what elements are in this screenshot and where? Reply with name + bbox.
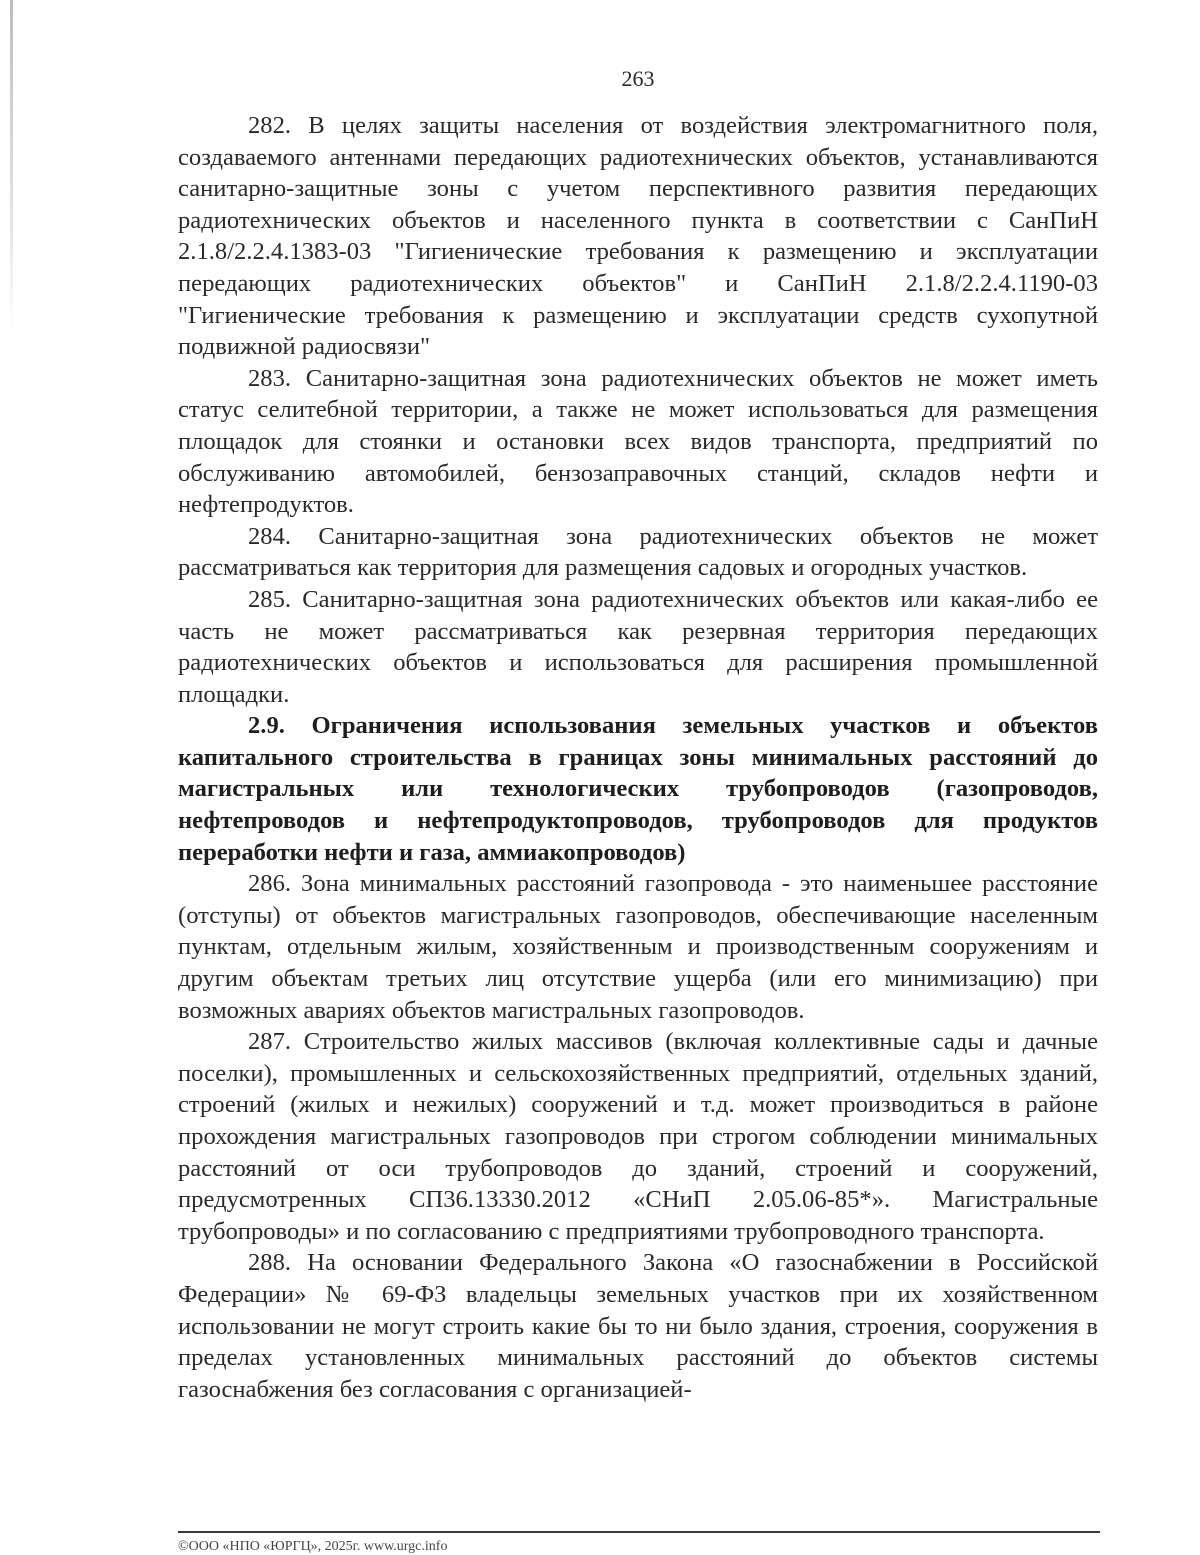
paragraph-number: 283. bbox=[248, 364, 292, 392]
paragraph-287 bbox=[178, 1026, 1098, 1247]
paragraph-number: 285. bbox=[248, 585, 292, 613]
scan-edge-shadow bbox=[10, 0, 13, 330]
section-heading: 2.9. Ограничения использования земельных участков и объектов капитального строительства в границах зоны минимальных расстояний до магистральных или технологических трубопроводов (газопроводов, нефтепроводов и нефтепродуктопроводов, трубопроводов для продуктов переработки нефти и газа, аммиакопроводов) bbox=[178, 712, 1098, 866]
paragraph-text: Санитарно-защитная зона радиотехнических объектов или какая-либо ее часть не может рассматриваться как резервная территория передающих радиотехнических объектов и использоваться для расширения промышленной площадки. bbox=[178, 585, 1098, 708]
footer-rule bbox=[178, 1531, 1100, 1533]
page-body bbox=[178, 110, 1098, 1405]
paragraph-number: 288. bbox=[248, 1249, 292, 1277]
paragraph-text: В целях защиты населения от воздействия электромагнитного поля, создаваемого антеннами передающих радиотехнических объектов, устанавливаются санитарно-защитные зоны с учетом перспективного развития передающих радиотехнических объектов и населенного пункта в соответствии с СанПиН 2.1.8/2.2.4.1383-03 "Гигиенические требования к размещению и эксплуатации передающих радиотехнических объектов" и СанПиН 2.1.8/2.2.4.1190-03 "Гигиенические требования к размещению и эксплуатации средств сухопутной подвижной радиосвязи" bbox=[178, 112, 1098, 361]
paragraph-285 bbox=[178, 584, 1098, 710]
paragraph-number: 287. bbox=[248, 1028, 292, 1056]
paragraph-number: 282. bbox=[248, 112, 292, 139]
footer-copyright: ©ООО «НПО «ЮРГЦ», 2025г. www.urgc.info bbox=[178, 1539, 448, 1554]
paragraph-number: 284. bbox=[248, 522, 292, 550]
paragraph-283 bbox=[178, 363, 1098, 521]
paragraph-288 bbox=[178, 1247, 1098, 1405]
paragraph-282 bbox=[178, 110, 1098, 363]
paragraph-284 bbox=[178, 521, 1098, 584]
paragraph-text: Зона минимальных расстояний газопровода - это наименьшее расстояние (отступы) от объектов магистральных газопроводов, обеспечивающие населенным пунктам, отдельным жилым, хозяйственным и производственным сооружениям и другим объектам третьих лиц отсутствие ущерба (или его минимизацию) при возможных авариях объектов магистральных газопроводов. bbox=[178, 870, 1098, 1024]
paragraph-text: Санитарно-защитная зона радиотехнических объектов не может иметь статус селитебной территории, а также не может использоваться для размещения площадок для стоянки и остановки всех видов транспорта, предприятий по обслуживанию автомобилей, бензозаправочных станций, складов нефти и нефтепродуктов. bbox=[178, 364, 1099, 519]
paragraph-number: 286. bbox=[248, 870, 292, 898]
paragraph-text: Строительство жилых массивов (включая коллективные сады и дачные поселки), промышленных и сельскохозяйственных предприятий, отдельных зданий, строений (жилых и нежилых) сооружений и т.д. может производиться в районе прохождения магистральных газопроводов при строгом соблюдении минимальных расстояний от оси трубопроводов до зданий, строений и сооружений, предусмотренных СП36.13330.2012 «СНиП 2.05.06-85*». Магистральные трубопроводы» и по согласованию с предприятиями трубопроводного транспорта. bbox=[178, 1028, 1098, 1245]
page-number: 263 bbox=[621, 66, 655, 91]
paragraph-text: На основании Федерального Закона «О газоснабжении в Российской Федерации» № 69-ФЗ владельцы земельных участков при их хозяйственном использовании не могут строить какие бы то ни было здания, строения, сооружения в пределах установленных минимальных расстояний до объектов системы газоснабжения без согласования с организацией- bbox=[178, 1249, 1098, 1403]
paragraph-text: Санитарно-защитная зона радиотехнических объектов не может рассматриваться как территория для размещения садовых и огородных участков. bbox=[178, 522, 1098, 582]
paragraph-286 bbox=[178, 868, 1098, 1026]
